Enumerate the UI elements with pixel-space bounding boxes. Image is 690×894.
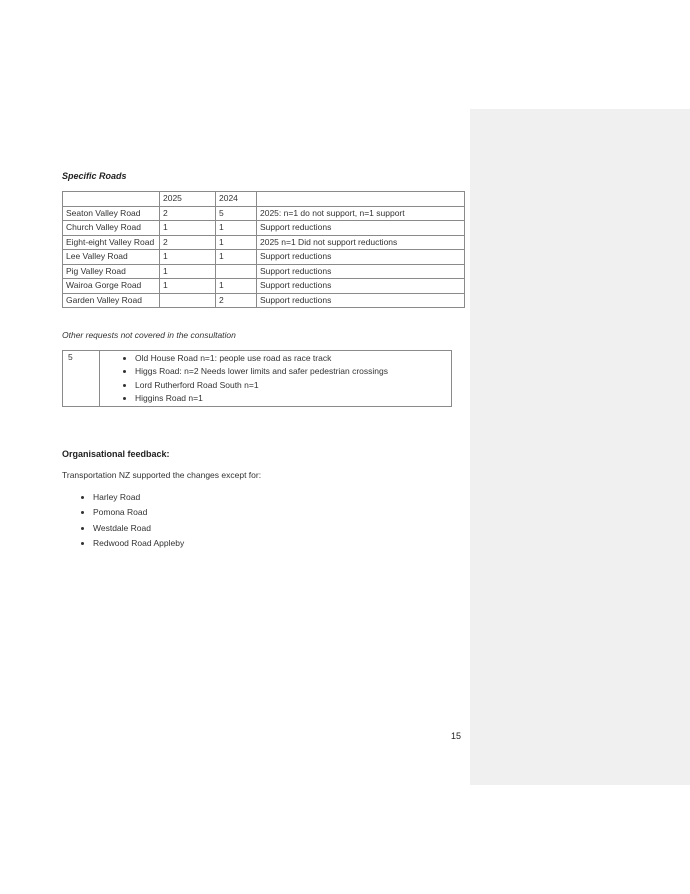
list-item: • Harley Road [93,490,184,505]
comment-cell: 2025: n=1 do not support, n=1 support [257,206,465,221]
request-list-cell [100,351,452,407]
count-2025-cell: 1 [160,264,216,279]
section-heading-organisational: Organisational feedback: [62,449,170,459]
comment-cell: Support reductions [257,221,465,236]
road-name-cell: Pig Valley Road [63,264,160,279]
table-row [63,293,465,308]
road-name-cell: Wairoa Gorge Road [63,279,160,294]
count-2025-cell: 1 [160,279,216,294]
comment-cell: Support reductions [257,279,465,294]
count-2024-cell: 1 [216,250,257,265]
list-item: • Higgs Road: n=2 Needs lower limits and safer pedestrian crossings [135,365,446,378]
count-2025-cell: 2 [160,235,216,250]
table-header-cell: 2025 [160,192,216,207]
list-item: • Redwood Road Appleby [93,536,184,551]
comment-cell: Support reductions [257,264,465,279]
page-number: 15 [451,731,462,741]
list-item: • Westdale Road [93,521,184,536]
count-2025-cell: 2 [160,206,216,221]
count-2024-cell: 2 [216,293,257,308]
count-2024-cell: 5 [216,206,257,221]
list-item: • Old House Road n=1: people use road as race track [135,352,446,365]
table-row [63,264,465,279]
comment-cell: Support reductions [257,293,465,308]
organisational-list [62,490,184,551]
road-name-cell: Lee Valley Road [63,250,160,265]
other-requests-caption: Other requests not covered in the consultation [62,330,236,340]
section-heading-specific-roads: Specific Roads [62,171,127,181]
comment-cell: 2025 n=1 Did not support reductions [257,235,465,250]
request-list [105,352,446,405]
table-row [63,235,465,250]
other-requests-table [62,350,452,407]
road-name-cell: Church Valley Road [63,221,160,236]
table-row [63,250,465,265]
road-name-cell: Seaton Valley Road [63,206,160,221]
request-count-cell: 5 [63,351,100,407]
count-2024-cell [216,264,257,279]
table-row [63,279,465,294]
table-row [63,221,465,236]
table-header-cell: 2024 [216,192,257,207]
count-2024-cell: 1 [216,235,257,250]
table-header-row [63,192,465,207]
specific-roads-table [62,191,465,308]
list-item: • Pomona Road [93,505,184,520]
organisational-intro: Transportation NZ supported the changes except for: [62,470,262,480]
comment-pane [470,109,690,785]
comment-cell: Support reductions [257,250,465,265]
count-2024-cell: 1 [216,279,257,294]
list-item: • Higgins Road n=1 [135,392,446,405]
table-header-cell [63,192,160,207]
list-item: • Lord Rutherford Road South n=1 [135,379,446,392]
count-2025-cell: 1 [160,221,216,236]
road-name-cell: Eight-eight Valley Road [63,235,160,250]
table-header-cell [257,192,465,207]
table-row [63,351,452,407]
count-2025-cell [160,293,216,308]
road-name-cell: Garden Valley Road [63,293,160,308]
count-2024-cell: 1 [216,221,257,236]
count-2025-cell: 1 [160,250,216,265]
table-row [63,206,465,221]
